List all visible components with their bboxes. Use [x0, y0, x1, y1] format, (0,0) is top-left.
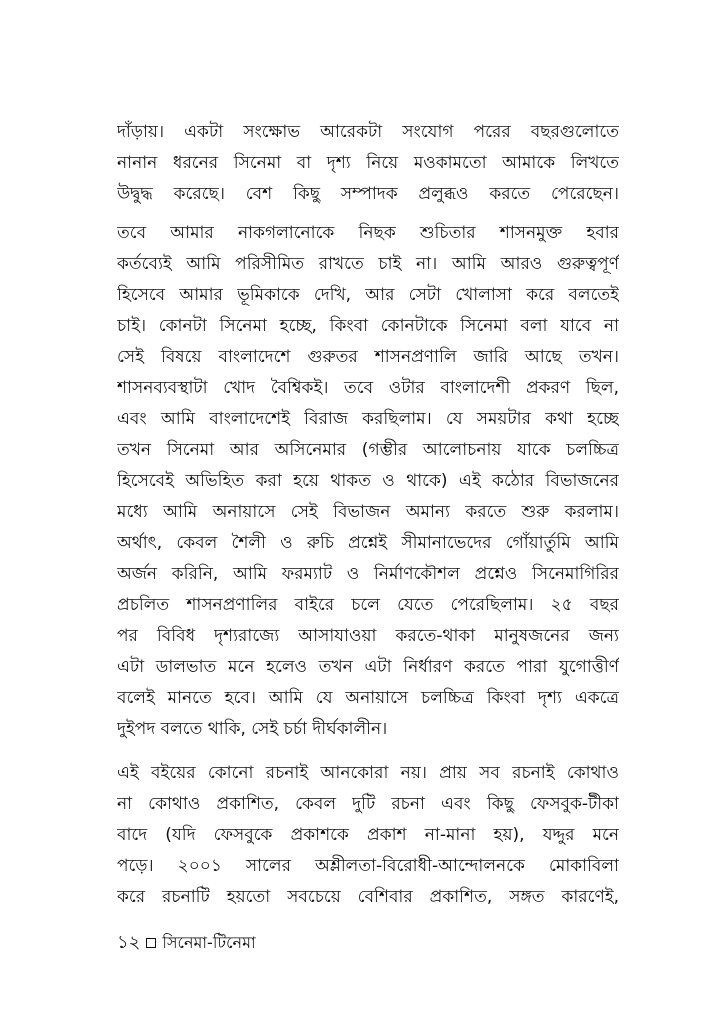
- text-line: পর বিবিধ দৃশ্যরাজ্যে আসাযাওয়া করতে-থাকা মানুষজনের জন্য: [117, 626, 619, 646]
- text-line: তবে আমার নাকগলানোকে নিছক শুচিতার শাসনমুক্ত হবার: [117, 223, 619, 243]
- text-line: তখন সিনেমা আর অসিনেমার (গম্ভীর আলোচনায় যাকে চলচ্চিত্র: [117, 440, 619, 460]
- text-line: অর্থাৎ, কেবল শৈলী ও রুচি প্রশ্নেই সীমানাভেদের গোঁয়ার্তুমি আমি: [117, 533, 619, 553]
- text-line: নানান ধরনের সিনেমা বা দৃশ্য নিয়ে মওকামতো আমাকে লিখতে: [117, 153, 619, 173]
- text-line: না কোথাও প্রকাশিত, কেবল দুটি রচনা এবং কিছু ফেসবুক-টীকা: [117, 794, 619, 814]
- square-separator-icon: [146, 938, 156, 948]
- book-title: সিনেমা-টিনেমা: [162, 933, 256, 952]
- text-line: মধ্যে আমি অনায়াসে সেই বিভাজন অমান্য করতে শুরু করলাম।: [117, 502, 619, 522]
- page-number: ১২: [117, 932, 141, 953]
- text-line: বাদে (যদি ফেসবুকে প্রকাশকে প্রকাশ না-মানা হয়), যদ্দুর মনে: [117, 825, 619, 845]
- paragraph-2: [117, 218, 619, 745]
- text-line: প্রচলিত শাসনপ্রণালির বাইরে চলে যেতে পেরেছিলাম। ২৫ বছর: [117, 595, 619, 615]
- text-line: হিসেবেই অভিহিত করা হয়ে থাকত ও থাকে) এই কঠোর বিভাজনের: [117, 471, 619, 491]
- paragraph-3: [117, 758, 619, 913]
- text-line: চাই। কোনটা সিনেমা হচ্ছে, কিংবা কোনটাকে সিনেমা বলা যাবে না: [117, 316, 619, 336]
- text-line: হিসেবে আমার ভূমিকাকে দেখি, আর সেটা খোলাসা করে বলতেই: [117, 285, 619, 305]
- text-line: সেই বিষয়ে বাংলাদেশে গুরুতর শাসনপ্রণালি জারি আছে তখন।: [117, 347, 619, 367]
- text-line: এই বইয়ের কোনো রচনাই আনকোরা নয়। প্রায় সব রচনাই কোথাও: [117, 763, 619, 783]
- text-line: শাসনব্যবস্থাটা খোদ বৈশ্বিকই। তবে ওটার বাংলাদেশী প্রকরণ ছিল,: [117, 378, 619, 398]
- text-line: করে রচনাটি হয়তো সবচেয়ে বেশিবার প্রকাশিত, সঙ্গত কারণেই,: [117, 887, 619, 907]
- paragraph-1: [117, 117, 619, 210]
- page-footer: [117, 931, 256, 955]
- text-line: এটা ডালভাত মনে হলেও তখন এটা নির্ধারণ করতে পারা যুগোত্তীর্ণ: [117, 657, 619, 677]
- text-line: দাঁড়ায়। একটা সংক্ষোভ আরেকটা সংযোগ পরের বছরগুলোতে: [117, 122, 619, 142]
- text-line: পড়ে। ২০০১ সালের অশ্লীলতা-বিরোধী-আন্দোলনকে মোকাবিলা: [117, 856, 619, 876]
- text-line: অর্জন করিনি, আমি ফরম্যাট ও নির্মাণকৌশল প্রশ্নেও সিনেমাগিরির: [117, 564, 619, 584]
- text-line: বলেই মানতে হবে। আমি যে অনায়াসে চলচ্চিত্র কিংবা দৃশ্য একত্রে: [117, 688, 619, 708]
- text-line: উদ্বুদ্ধ করেছে। বেশ কিছু সম্পাদক প্রলুব্ধও করতে পেরেছেন।: [117, 184, 619, 204]
- text-line: এবং আমি বাংলাদেশেই বিরাজ করছিলাম। যে সময়টার কথা হচ্ছে: [117, 409, 619, 429]
- text-line: দুইপদ বলতে থাকি, সেই চর্চা দীর্ঘকালীন।: [117, 719, 388, 739]
- text-line: কর্তব্যেই আমি পরিসীমিত রাখতে চাই না। আমি আরও গুরুত্বপূর্ণ: [117, 254, 619, 274]
